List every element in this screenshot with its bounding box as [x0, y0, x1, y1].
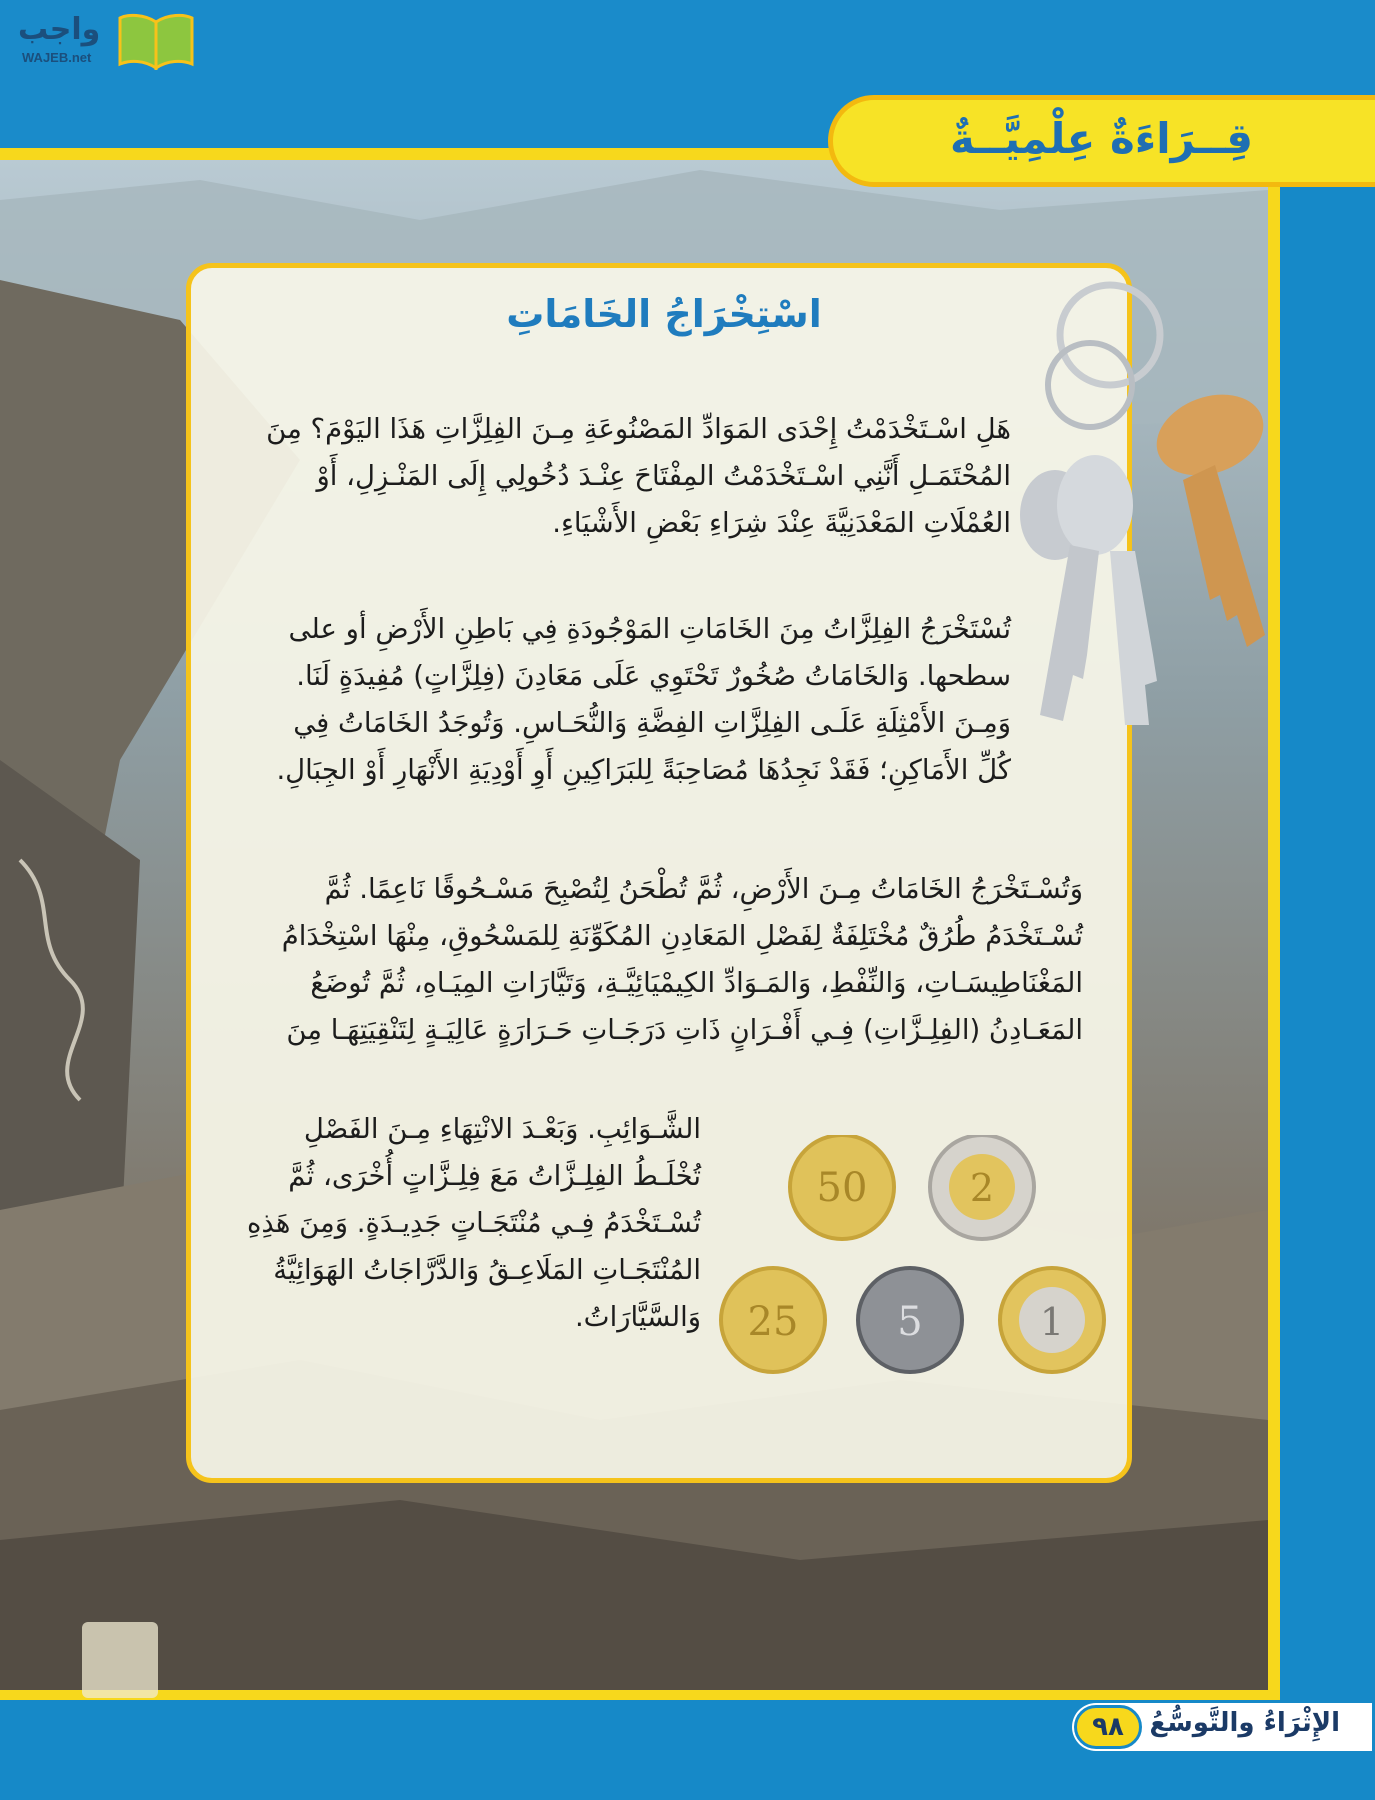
section-banner: [828, 95, 1375, 187]
corner-logo: [82, 1622, 158, 1698]
keys-illustration: [1015, 275, 1285, 740]
coin-5: [858, 1268, 962, 1372]
coin-2: [930, 1135, 1034, 1239]
logo-word: واجب: [18, 12, 101, 47]
coins-illustration: [710, 1135, 1110, 1395]
paragraph-1: هَلِ اسْـتَخْدَمْتُ إِحْدَى المَوَادِّ المَصْنُوعَةِ مِـنَ الفِلِزَّاتِ هَذَا اليَوْمَ؟ مِنَ المُحْتَمَـلِ أَنَّنِي اسْـتَخْدَمْتُ المِفْتَاحَ عِنْـدَ دُخُولِي إِلَى المَنْـزِلِ، أَوْ العُمْلَاتِ المَعْدَنِيَّةَ عِنْدَ شِرَاءِ بَعْضِ الأَشْيَاءِ.: [266, 413, 1011, 539]
paragraph-2: تُسْتَخْرَجُ الفِلِزَّاتُ مِنَ الخَامَاتِ المَوْجُودَةِ فِي بَاطِنِ الأَرْضِ أو على سطحها. وَالخَامَاتُ صُخُورٌ تَحْتَوِي عَلَى مَعَادِنَ (فِلِزَّاتٍ) مُفِيدَةٍ لَنَا. وَمِـنَ الأَمْثِلَةِ عَلَـى الفِلِزَّاتِ الفِضَّةِ وَالنُّحَـاسِ. وَتُوجَدُ الخَامَاتُ فِي كُلِّ الأَمَاكِنِ؛ فَقَدْ نَجِدُهَا مُصَاحِبَةً لِلبَرَاكِينِ أَوِ أَوْدِيَةِ الأَنْهَارِ أَوْ الجِبَالِ.: [276, 613, 1011, 786]
coin-2-value: 2: [969, 1166, 995, 1210]
logo-subtitle: WAJEB.net: [22, 50, 92, 65]
article-title: اسْتِخْرَاجُ الخَامَاتِ: [506, 292, 822, 336]
coin-5-value: 5: [897, 1299, 923, 1345]
paragraph-3: وَتُسْـتَخْرَجُ الخَامَاتُ مِـنَ الأَرْضِ، ثُمَّ تُطْحَنُ لِتُصْبِحَ مَسْـحُوقًا نَاعِمًا. ثُمَّ تُسْـتَخْدَمُ طُرُقٌ مُخْتَلِفَةٌ لِفَصْلِ المَعَادِنِ المُكَوِّنَةِ لِلمَسْحُوقِ، مِنْهَا اسْتِخْدَامُ المَغْنَاطِيسَـاتِ، وَالنِّفْطِ، وَالمَـوَادِّ الكِيمْيَائِيَّـةِ، وَتَيَّارَاتِ المِيَـاهِ، ثُمَّ تُوضَعُ المَعَـادِنُ (الفِلِـزَّاتِ) فِـي أَفْـرَانٍ ذَاتِ دَرَجَـاتِ حَـرَارَةٍ عَالِيَـةٍ لِتَنْقِيَتِهَـا مِنَ: [281, 873, 1083, 1046]
wajeb-logo[interactable]: [10, 6, 190, 70]
coin-1-value: 1: [1039, 1300, 1065, 1344]
coin-50: [790, 1135, 894, 1239]
footer-section-label: الإِثْرَاءُ والتَّوسُّعُ: [1149, 1708, 1340, 1738]
coin-25-value: 25: [747, 1299, 799, 1345]
footer-rule: [0, 1690, 1280, 1700]
section-title: قِــرَاءَةٌ عِلْمِيَّــةٌ: [950, 114, 1253, 163]
coin-25: [721, 1268, 825, 1372]
coin-50-value: 50: [816, 1165, 868, 1211]
book-icon: [116, 10, 196, 70]
side-column: [1280, 160, 1375, 1690]
page-number: ٩٨: [1074, 1705, 1142, 1749]
paragraph-4: الشَّـوَائِبِ. وَبَعْـدَ الانْتِهَاءِ مِـنَ الفَصْلِ تُخْلَـطُ الفِلِـزَّاتُ مَعَ فِلِـزَّاتٍ أُخْرَى، ثُمَّ تُسْـتَخْدَمُ فِـي مُنْتَجَـاتٍ جَدِيـدَةٍ. وَمِنَ هَذِهِ المُنْتَجَـاتِ المَلَاعِـقُ وَالدَّرَّاجَاتُ الهَوَائِيَّةُ وَالسَّيَّارَاتُ.: [246, 1113, 701, 1333]
coin-1: [1000, 1268, 1104, 1372]
